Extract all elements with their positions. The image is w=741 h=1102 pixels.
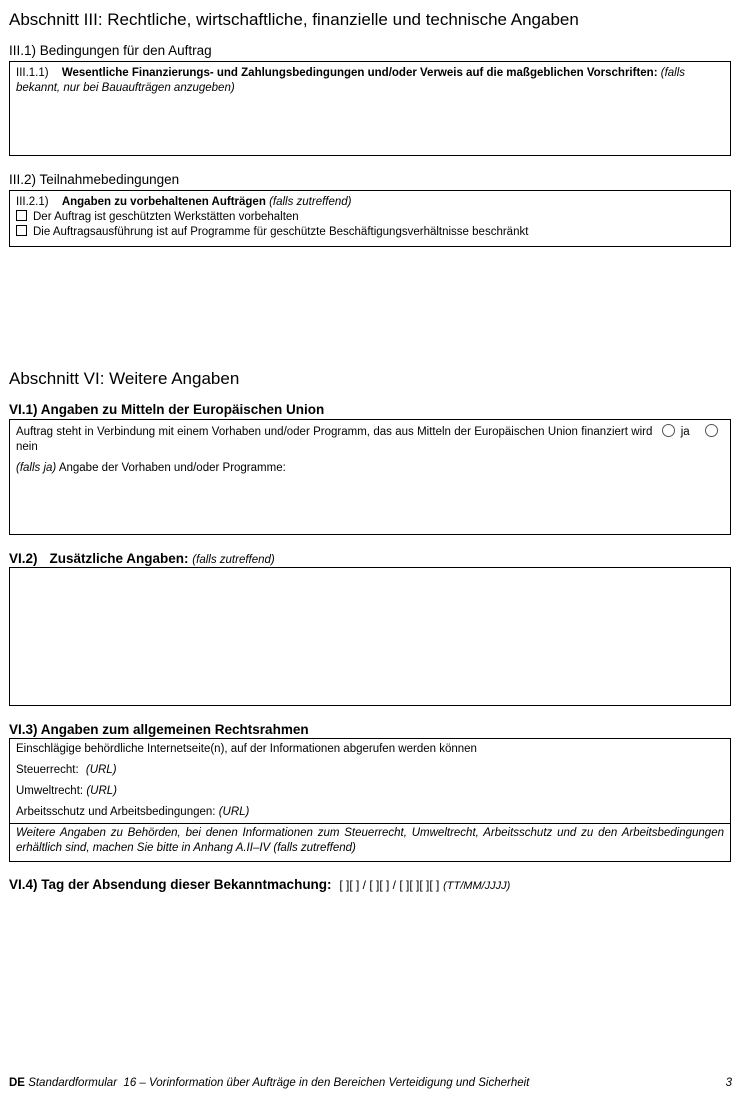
section-3-2-heading: III.2) Teilnahmebedingungen	[9, 172, 180, 187]
section-6-3-heading: VI.3) Angaben zum allgemeinen Rechtsrahmen	[9, 722, 309, 737]
item-number: III.1.1)	[16, 67, 49, 79]
row-value: (URL)	[86, 785, 117, 797]
section-number: VI.2)	[9, 551, 38, 566]
item-label: Wesentliche Finanzierungs- und Zahlungsbedingungen und/oder Verweis auf die maßgeblichen Vorschriften:	[61, 67, 658, 79]
labour-law-row[interactable]	[16, 805, 724, 820]
section-6-1-box	[9, 419, 731, 535]
item-note: (falls bekannt, nur bei Bauaufträgen anzugeben)	[16, 67, 686, 94]
checkbox[interactable]	[16, 225, 27, 236]
section-6-title: Abschnitt VI: Weitere Angaben	[9, 369, 240, 388]
row-value: (URL)	[85, 764, 117, 776]
section-6-2-heading	[9, 551, 275, 566]
additional-info-box[interactable]	[9, 567, 731, 706]
row-label: Steuerrecht:	[16, 764, 79, 776]
checkbox-label: Die Auftragsausführung ist auf Programme für geschützte Beschäftigungsverhältnisse beschränkt	[33, 226, 529, 238]
radio-no[interactable]	[705, 424, 718, 437]
section-label: Zusätzliche Angaben:	[49, 551, 189, 566]
item-number: III.2.1)	[16, 196, 49, 208]
page-footer	[9, 1077, 529, 1089]
environment-law-row[interactable]	[16, 784, 724, 799]
dispatch-date-label: VI.4) Tag der Absendung dieser Bekanntmachung:	[9, 877, 332, 892]
legal-intro: Einschlägige behördliche Internetseite(n), auf der Informationen abgerufen werden können	[16, 743, 477, 755]
radio-no-label: nein	[16, 441, 38, 453]
followup-text: Angabe der Vorhaben und/oder Programme:	[58, 462, 286, 474]
section-6-3-box	[9, 738, 731, 862]
section-3-title: Abschnitt III: Rechtliche, wirtschaftliche, finanzielle und technische Angaben	[9, 10, 579, 29]
eu-funding-question: Auftrag steht in Verbindung mit einem Vorhaben und/oder Programm, das aus Mitteln der Europäischen Union finanziert wird	[16, 426, 653, 438]
checkbox[interactable]	[16, 210, 27, 221]
section-3-1-1-box[interactable]	[9, 61, 731, 156]
radio-yes-label: ja	[680, 426, 690, 438]
checkbox-row[interactable]	[16, 210, 724, 225]
row-label: Umweltrecht:	[16, 785, 84, 797]
section-3-1-heading: III.1) Bedingungen für den Auftrag	[9, 43, 212, 58]
section-3-2-1-box	[9, 190, 731, 247]
section-note: (falls zutreffend)	[192, 554, 275, 566]
item-note: (falls zutreffend)	[269, 196, 352, 208]
item-label: Angaben zu vorbehaltenen Aufträgen	[61, 196, 266, 208]
footer-language: DE	[9, 1077, 25, 1089]
radio-yes[interactable]	[662, 424, 675, 437]
tax-law-row[interactable]	[16, 763, 724, 778]
page-number: 3	[725, 1077, 732, 1089]
dispatch-date-input[interactable]: [ ][ ] / [ ][ ] / [ ][ ][ ][ ]	[339, 878, 440, 892]
row-value: (URL)	[218, 806, 250, 818]
followup-note: (falls ja)	[16, 462, 57, 474]
section-6-1-heading: VI.1) Angaben zu Mitteln der Europäischen Union	[9, 402, 325, 417]
checkbox-label: Der Auftrag ist geschützten Werkstätten vorbehalten	[33, 211, 299, 223]
programmes-field[interactable]	[16, 461, 724, 476]
date-format-hint: (TT/MM/JJJJ)	[443, 880, 511, 892]
checkbox-row[interactable]	[16, 225, 724, 240]
row-label: Arbeitsschutz und Arbeitsbedingungen:	[16, 806, 216, 818]
footer-text: Standardformular 16 – Vorinformation über Aufträge in den Bereichen Verteidigung und Sicherheit	[28, 1077, 530, 1089]
section-6-4-heading	[9, 877, 510, 892]
legal-footer-note: Weitere Angaben zu Behörden, bei denen Informationen zum Steuerrecht, Umweltrecht, Arbeitsschutz und zu den Arbeitsbedingungen erhältlich sind, machen Sie bitte in Anhang A.II–IV (falls zutreffend)	[10, 823, 730, 858]
